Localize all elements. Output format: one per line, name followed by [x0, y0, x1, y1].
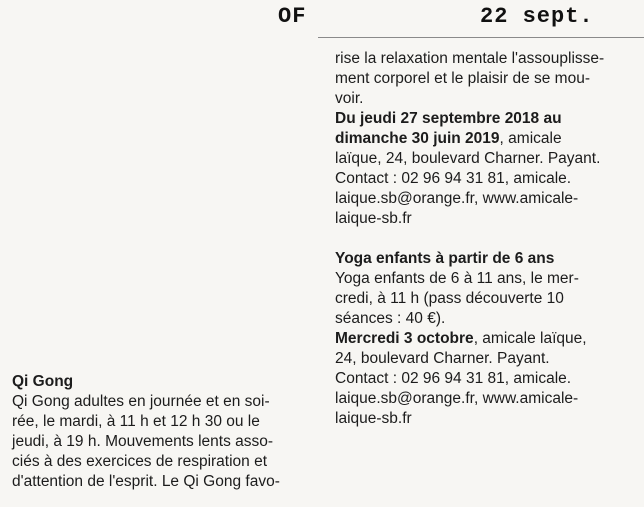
qi-gong-article [12, 372, 314, 492]
qi-gong-text-line: jeudi, à 19 h. Mouvements lents asso- [12, 433, 274, 450]
qi-gong-text-line: Qi Gong adultes en journée et en soi- [12, 393, 270, 410]
publication-date: 22 sept. [480, 4, 594, 29]
qi-gong-text-line: d'attention de l'esprit. Le Qi Gong favo- [12, 473, 280, 490]
newspaper-source: OF [278, 4, 307, 29]
header-rule [318, 37, 644, 38]
yoga-date-line [335, 329, 635, 349]
right-column [335, 49, 635, 429]
qi-gong-website: laique-sb.fr [335, 210, 412, 227]
yoga-address: 24, boulevard Charner. Payant. [335, 350, 550, 367]
yoga-heading: Yoga enfants à partir de 6 ans [335, 250, 555, 267]
qi-gong-continuation-line: ment corporel et le plaisir de se mou- [335, 70, 591, 87]
qi-gong-email: laique.sb@orange.fr, www.amicale- [335, 190, 579, 207]
qi-gong-venue: , amicale [499, 130, 562, 147]
qi-gong-contact: Contact : 02 96 94 31 81, amicale. [335, 170, 572, 187]
yoga-email: laique.sb@orange.fr, www.amicale- [335, 390, 579, 407]
qi-gong-dates-line [335, 129, 635, 149]
yoga-contact: Contact : 02 96 94 31 81, amicale. [335, 370, 572, 387]
qi-gong-continuation-line: rise la relaxation mentale l'assouplisse- [335, 50, 605, 67]
qi-gong-dates-line [335, 109, 635, 129]
qi-gong-heading: Qi Gong [12, 373, 74, 390]
qi-gong-dates-end: dimanche 30 juin 2019 [335, 130, 500, 147]
yoga-text-line: séances : 40 €). [335, 310, 446, 327]
yoga-text-line: Yoga enfants de 6 à 11 ans, le mer- [335, 270, 579, 287]
yoga-venue: , amicale laïque, [473, 330, 587, 347]
qi-gong-address: laïque, 24, boulevard Charner. Payant. [335, 150, 601, 167]
qi-gong-text-line: ciés à des exercices de respiration et [12, 453, 268, 470]
yoga-website: laique-sb.fr [335, 410, 412, 427]
yoga-date: Mercredi 3 octobre [335, 330, 474, 347]
qi-gong-text-line: rée, le mardi, à 11 h et 12 h 30 ou le [12, 413, 260, 430]
section-gap [335, 229, 635, 249]
yoga-text-line: credi, à 11 h (pass découverte 10 [335, 290, 564, 307]
qi-gong-dates: Du jeudi 27 septembre 2018 au [335, 110, 562, 127]
qi-gong-continuation-line: voir. [335, 90, 364, 107]
